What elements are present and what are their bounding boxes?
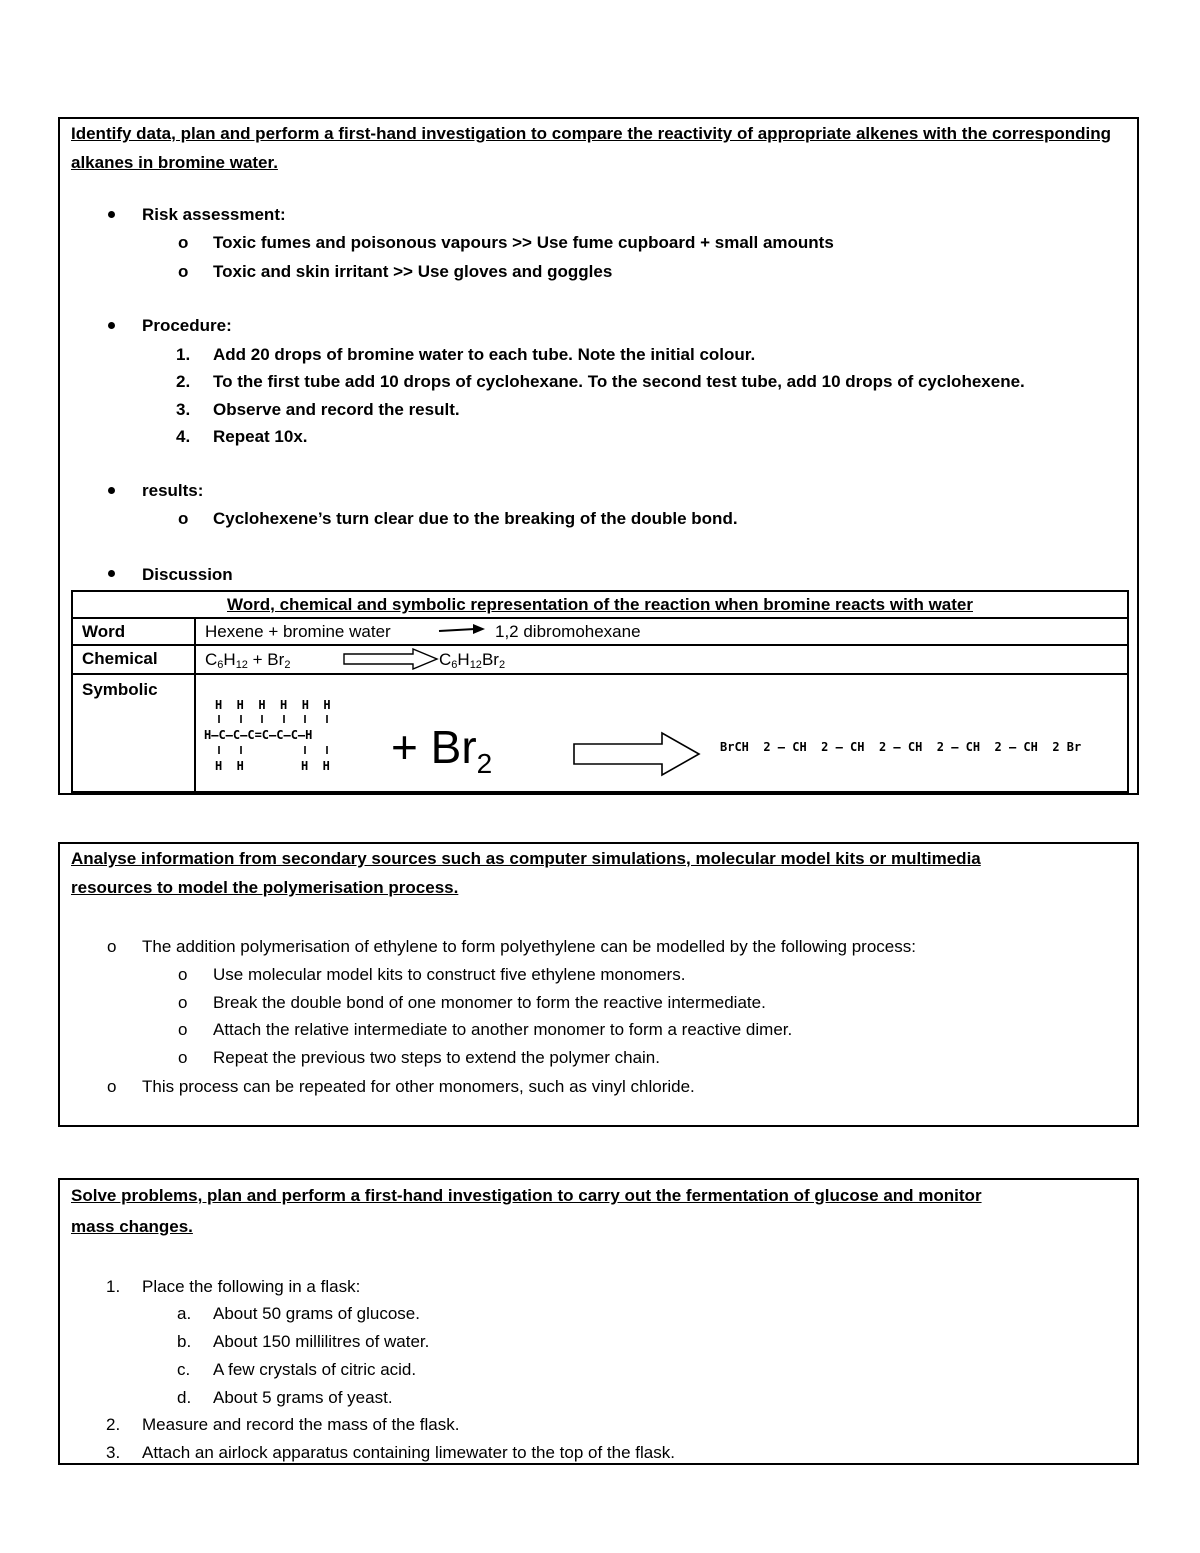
bullet-icon (108, 570, 115, 577)
circle-bullet-icon: o (107, 1077, 117, 1096)
bullet-icon (108, 487, 115, 494)
polymerisation-sub-item: Use molecular model kits to construct five ethylene monomers. (213, 965, 686, 984)
risk-item: Toxic fumes and poisonous vapours >> Use fume cupboard + small amounts (213, 233, 834, 252)
plus-bromine-large: + $Br_2$ (391, 721, 493, 779)
bullet-icon (108, 211, 115, 218)
section-alkene-investigation (58, 117, 1139, 795)
discussion-title: Discussion (142, 565, 233, 584)
procedure-step: Add 20 drops of bromine water to each tube. Note the initial colour. (213, 345, 756, 364)
circle-bullet-icon: o (178, 262, 189, 281)
procedure-step: Repeat 10x. (213, 427, 308, 446)
list-marker: 1. (106, 1277, 121, 1296)
table-title: Word, chemical and symbolic representation of the reaction when bromine reacts with water (227, 595, 973, 614)
list-marker: b. (177, 1332, 192, 1351)
section1-heading-line1: Identify data, plan and perform a first-hand investigation to compare the reactivity of appropriate alkenes with the corresponding (71, 124, 1112, 143)
circle-bullet-icon: o (178, 993, 188, 1012)
row-label-word: Word (82, 622, 126, 641)
circle-bullet-icon: o (178, 965, 188, 984)
section3-heading-line2: mass changes. (71, 1217, 193, 1236)
polymerisation-sub-item: Break the double bond of one monomer to form the reactive intermediate. (213, 993, 766, 1012)
list-marker: 4. (176, 427, 191, 446)
row-label-symbolic: Symbolic (82, 680, 158, 699)
fermentation-step: Measure and record the mass of the flask. (142, 1415, 460, 1434)
circle-bullet-icon: o (178, 509, 189, 528)
word-products: 1,2 dibromohexane (495, 622, 641, 641)
section3-heading-line1: Solve problems, plan and perform a first-hand investigation to carry out the fermentation of glucose and monitor (71, 1186, 982, 1205)
fermentation-ingredient: About 150 millilitres of water. (213, 1332, 430, 1351)
hexene-bottom-hydrogens-left: H H (215, 759, 244, 773)
fermentation-step: Attach an airlock apparatus containing limewater to the top of the flask. (142, 1443, 675, 1462)
polymerisation-item: This process can be repeated for other monomers, such as vinyl chloride. (142, 1077, 695, 1096)
large-hollow-arrow-icon (572, 731, 702, 777)
row-label-chemical: Chemical (82, 649, 158, 668)
fermentation-ingredient: About 50 grams of glucose. (213, 1304, 420, 1323)
bullet-icon (108, 322, 115, 329)
section2-heading-line2: resources to model the polymerisation process. (71, 878, 459, 897)
list-marker: 2. (176, 372, 191, 391)
risk-item: Toxic and skin irritant >> Use gloves and goggles (213, 262, 613, 281)
procedure-step: Observe and record the result. (213, 400, 460, 419)
list-marker: 3. (176, 400, 191, 419)
results-title: results: (142, 481, 204, 500)
hexene-bottom-hydrogens-right: H H (301, 759, 330, 773)
list-marker: d. (177, 1388, 192, 1407)
list-marker: a. (177, 1304, 192, 1323)
polymerisation-sub-item: Repeat the previous two steps to extend the polymer chain. (213, 1048, 660, 1067)
fermentation-step: Place the following in a flask: (142, 1277, 361, 1296)
dibromohexane-formula: BrCH 2 — CH 2 — CH 2 — CH 2 — CH 2 — CH 2 Br (720, 740, 1082, 754)
section1-heading-line2: alkanes in bromine water. (71, 153, 278, 172)
section-fermentation (58, 1178, 1139, 1465)
polymerisation-sub-item: Attach the relative intermediate to another monomer to form a reactive dimer. (213, 1020, 793, 1039)
circle-bullet-icon: o (178, 233, 189, 252)
hexene-top-hydrogens: H H H H H H (215, 698, 331, 712)
reaction-arrow-icon (437, 623, 487, 637)
list-marker: 1. (176, 345, 191, 364)
fermentation-ingredient: A few crystals of citric acid. (213, 1360, 417, 1379)
section2-heading-line1: Analyse information from secondary sources such as computer simulations, molecular model kits or multimedia (71, 849, 981, 868)
procedure-step: To the first tube add 10 drops of cyclohexane. To the second test tube, add 10 drops of cyclohexene. (213, 372, 1025, 391)
circle-bullet-icon: o (178, 1020, 188, 1039)
risk-title: Risk assessment: (142, 205, 286, 224)
chemical-products: $C_6H_{12}Br_2$ (439, 650, 506, 671)
list-marker: 3. (106, 1443, 121, 1462)
section-polymerisation-model (58, 842, 1139, 1127)
polymerisation-item: The addition polymerisation of ethylene to form polyethylene can be modelled by the following process: (142, 937, 916, 956)
circle-bullet-icon: o (107, 937, 117, 956)
circle-bullet-icon: o (178, 1048, 188, 1067)
chemical-reactants: $C_6H_{12} + Br_2$ (205, 650, 291, 671)
word-reactants: Hexene + bromine water (205, 622, 391, 641)
results-item: Cyclohexene’s turn clear due to the breaking of the double bond. (213, 509, 738, 528)
hollow-arrow-icon (343, 648, 439, 670)
procedure-title: Procedure: (142, 316, 232, 335)
reaction-table (71, 590, 1129, 793)
list-marker: c. (177, 1360, 191, 1379)
list-marker: 2. (106, 1415, 121, 1434)
fermentation-ingredient: About 5 grams of yeast. (213, 1388, 393, 1407)
hexene-chain: H–C–C–C=C–C–C–H (204, 728, 313, 742)
